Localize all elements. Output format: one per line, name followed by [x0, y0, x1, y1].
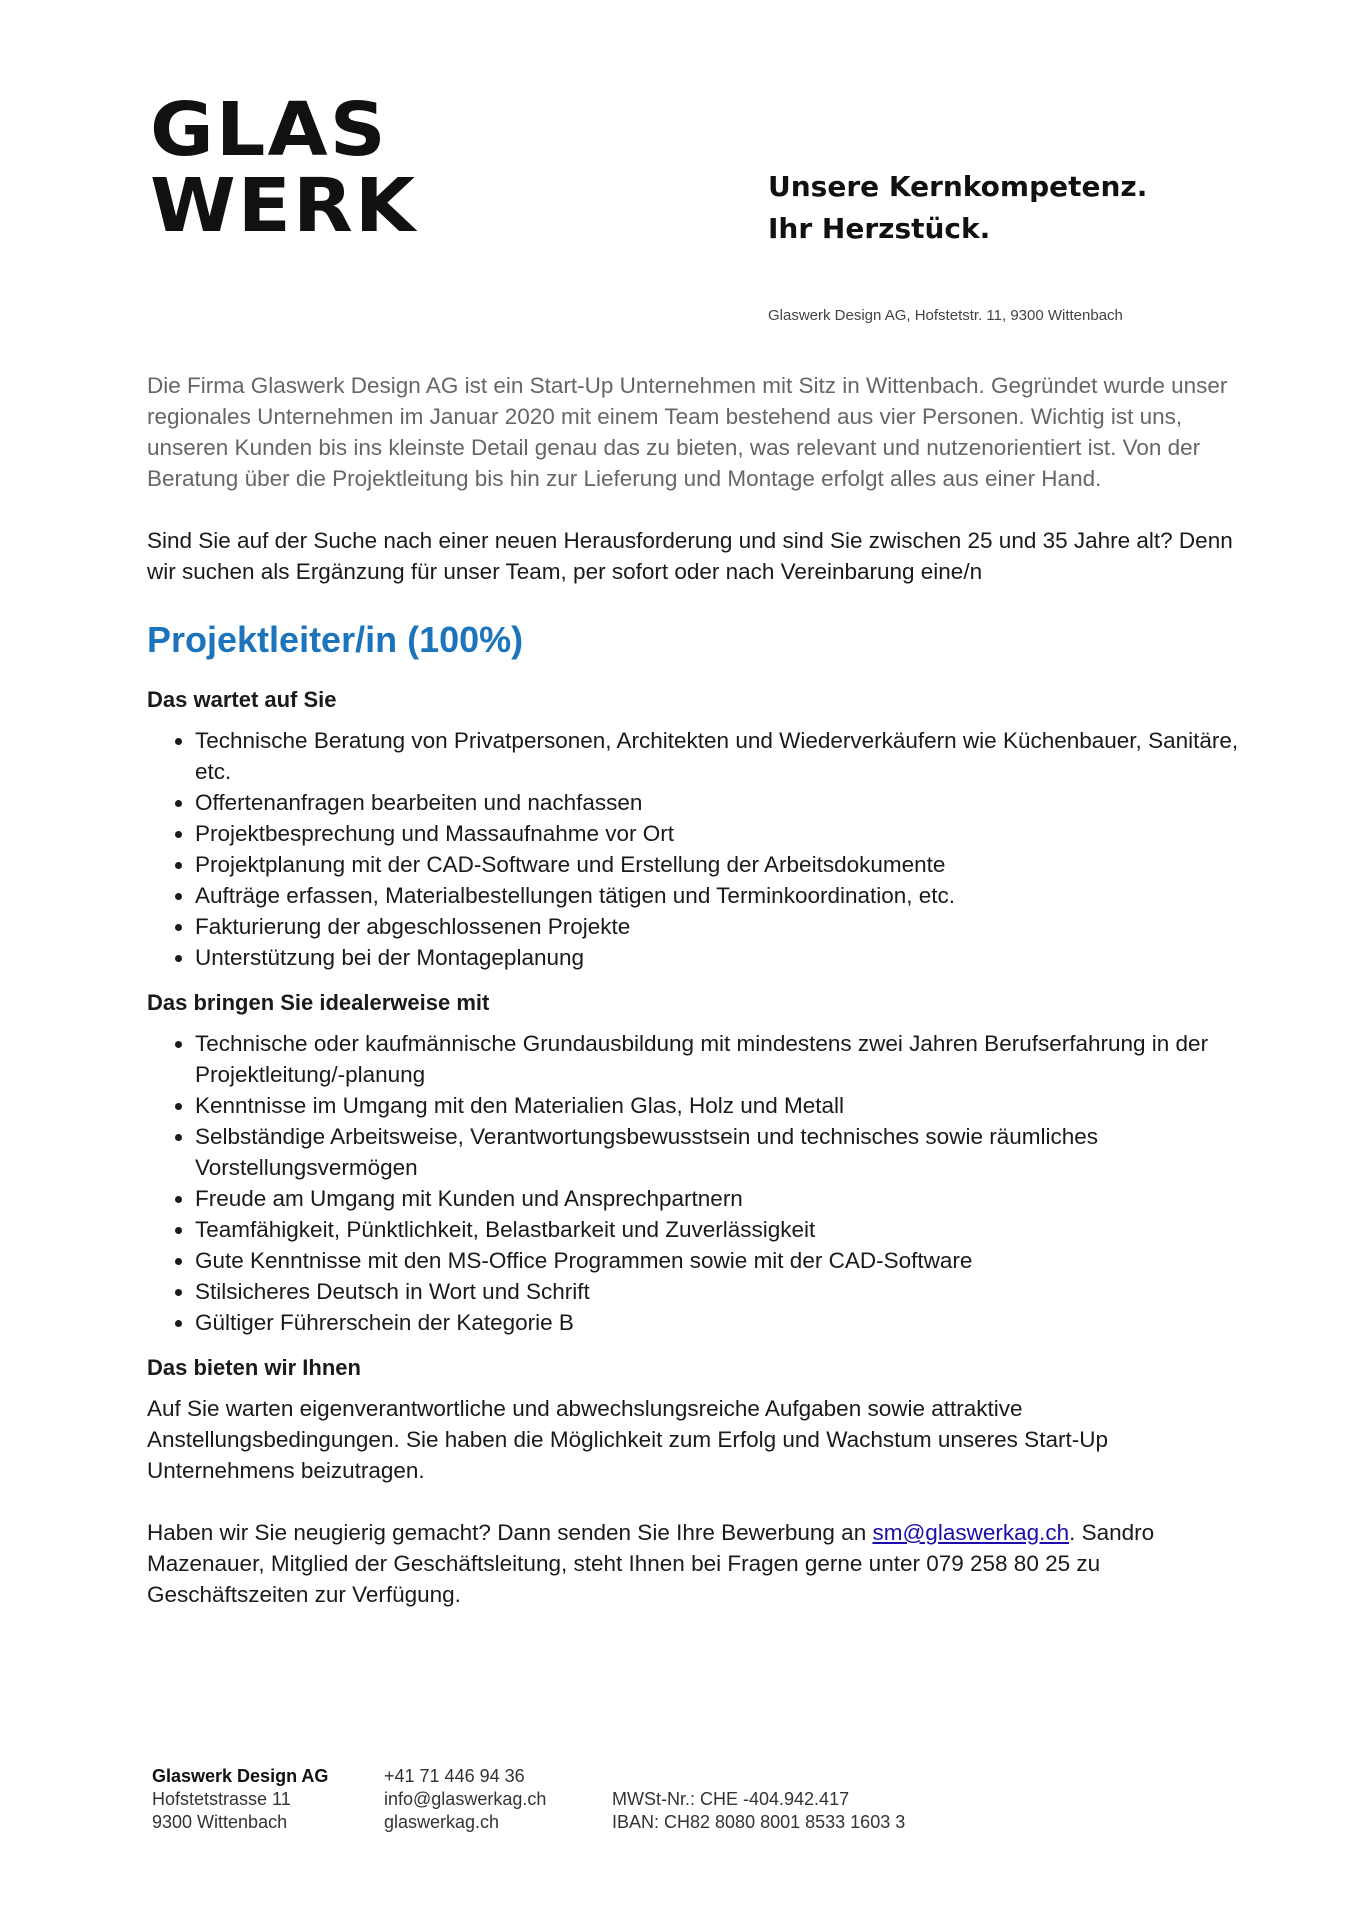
requirements-list — [147, 1028, 1247, 1338]
list-item: • Unterstützung bei der Montageplanung — [195, 942, 1247, 973]
list-item: • Projektbesprechung und Massaufnahme vor Ort — [195, 818, 1247, 849]
footer-contact-column — [384, 1765, 546, 1834]
list-item: • Fakturierung der abgeschlossenen Projekte — [195, 911, 1247, 942]
footer-email: info@glaswerkag.ch — [384, 1789, 547, 1809]
section-title-tasks: Das wartet auf Sie — [147, 687, 337, 712]
footer-city: 9300 Wittenbach — [152, 1812, 288, 1832]
header-address: Glaswerk Design AG, Hofstetstr. 11, 9300 Wittenbach — [768, 307, 1123, 324]
list-item: • Projektplanung mit der CAD-Software und Erstellung der Arbeitsdokumente — [195, 849, 1247, 880]
slogan-line-1: Unsere Kernkompetenz. — [768, 170, 1148, 203]
list-item: • Teamfähigkeit, Pünktlichkeit, Belastbarkeit und Zuverlässigkeit — [195, 1214, 1247, 1245]
tasks-list — [147, 725, 1247, 973]
slogan-line-2: Ihr Herzstück. — [768, 212, 991, 245]
footer-street: Hofstetstrasse 11 — [152, 1789, 291, 1809]
list-item: • Selbständige Arbeitsweise, Verantwortungsbewusstsein und technisches sowie räumliches Vorstellungsvermögen — [195, 1121, 1247, 1183]
contact-text-start: Haben wir Sie neugierig gemacht? Dann senden Sie Ihre Bewerbung an — [147, 1520, 873, 1545]
list-item: • Technische Beratung von Privatpersonen, Architekten und Wiederverkäufern wie Küchenbauer, Sanitäre, etc. — [195, 725, 1247, 787]
job-ad-body — [147, 370, 1247, 1641]
list-item: • Gültiger Führerschein der Kategorie B — [195, 1307, 1247, 1338]
contact-text-end: . Sandro Mazenauer, Mitglied der Geschäftsleitung, steht Ihnen bei Fragen gerne unter 079 258 80 25 zu Geschäftszeiten zur Verfügung. — [147, 1520, 1155, 1607]
logo-line-1: GLAS — [150, 87, 388, 173]
footer-legal-column — [612, 1788, 905, 1834]
logo-line-2: WERK — [150, 163, 418, 249]
list-item: • Technische oder kaufmännische Grundausbildung mit mindestens zwei Jahren Berufserfahrung in der Projektleitung/-planung — [195, 1028, 1247, 1090]
search-paragraph: Sind Sie auf der Suche nach einer neuen Herausforderung und sind Sie zwischen 25 und 35 Jahre alt? Denn wir suchen als Ergänzung für unser Team, per sofort oder nach Vereinbarung eine/n — [147, 528, 1233, 584]
footer-company: Glaswerk Design AG — [152, 1766, 329, 1786]
list-item: • Kenntnisse im Umgang mit den Materialien Glas, Holz und Metall — [195, 1090, 1247, 1121]
contact-paragraph — [147, 1517, 1247, 1610]
footer-website: glaswerkag.ch — [384, 1812, 500, 1832]
footer-vat: MWSt-Nr.: CHE -404.942.417 — [612, 1789, 850, 1809]
email-link[interactable]: sm@glaswerkag.ch — [872, 1520, 1070, 1545]
list-item: • Freude am Umgang mit Kunden und Ansprechpartnern — [195, 1183, 1247, 1214]
footer-iban: IBAN: CH82 8080 8001 8533 1603 3 — [612, 1812, 906, 1832]
section-title-requirements: Das bringen Sie idealerweise mit — [147, 990, 490, 1015]
list-item: • Stilsicheres Deutsch in Wort und Schrift — [195, 1276, 1247, 1307]
job-title: Projektleiter/in (100%) — [147, 619, 524, 660]
section-title-offer: Das bieten wir Ihnen — [147, 1355, 361, 1380]
list-item: • Aufträge erfassen, Materialbestellungen tätigen und Terminkoordination, etc. — [195, 880, 1247, 911]
company-logo — [150, 87, 418, 249]
footer-phone: +41 71 446 94 36 — [384, 1766, 525, 1786]
footer-address-column — [152, 1765, 328, 1834]
intro-paragraph: Die Firma Glaswerk Design AG ist ein Start-Up Unternehmen mit Sitz in Wittenbach. Gegründet wurde unser regionales Unternehmen im Januar 2020 mit einem Team bestehend aus vier Personen. Wichtig ist uns, unseren Kunden bis ins kleinste Detail genau das zu bieten, was relevant und nutzenorientiert ist. Von der Beratung über die Projektleitung bis hin zur Lieferung und Montage erfolgt alles aus einer Hand. — [147, 373, 1228, 491]
slogan — [768, 166, 1147, 250]
list-item: • Gute Kenntnisse mit den MS-Office Programmen sowie mit der CAD-Software — [195, 1245, 1247, 1276]
list-item: • Offertenanfragen bearbeiten und nachfassen — [195, 787, 1247, 818]
offer-paragraph: Auf Sie warten eigenverantwortliche und abwechslungsreiche Aufgaben sowie attraktive Anstellungsbedingungen. Sie haben die Möglichkeit zum Erfolg und Wachstum unseres Start-Up Unternehmens beizutragen. — [147, 1396, 1108, 1483]
